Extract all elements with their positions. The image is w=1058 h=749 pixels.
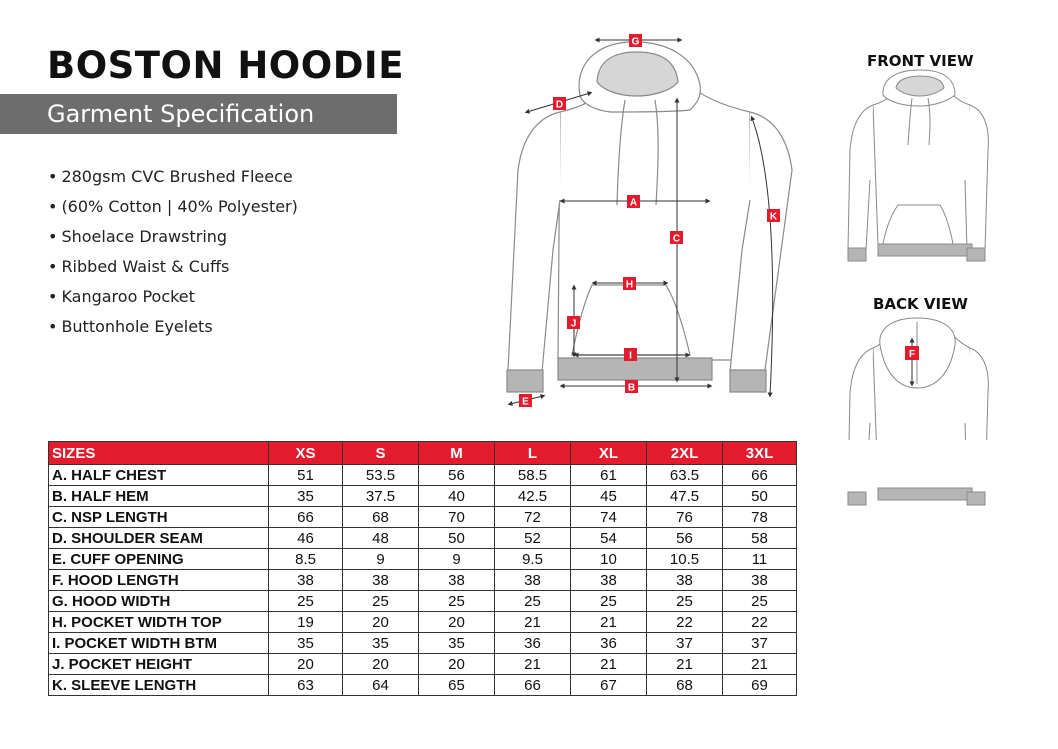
table-cell: 56 — [647, 528, 723, 549]
table-row — [49, 465, 797, 486]
table-cell: 22 — [647, 612, 723, 633]
table-cell: 68 — [647, 675, 723, 696]
table-cell: 50 — [723, 486, 797, 507]
table-cell: 37 — [723, 633, 797, 654]
table-cell: 61 — [571, 465, 647, 486]
table-cell: 20 — [419, 612, 495, 633]
row-label: J. POCKET HEIGHT — [49, 654, 269, 675]
table-row — [49, 633, 797, 654]
table-cell: 25 — [343, 591, 419, 612]
table-cell: 63.5 — [647, 465, 723, 486]
header-size: S — [343, 442, 419, 465]
table-cell: 56 — [419, 465, 495, 486]
table-cell: 35 — [269, 633, 343, 654]
table-cell: 76 — [647, 507, 723, 528]
front-view-label: FRONT VIEW — [867, 52, 974, 70]
table-cell: 46 — [269, 528, 343, 549]
table-cell: 58.5 — [495, 465, 571, 486]
table-cell: 21 — [723, 654, 797, 675]
bullet-icon: • — [48, 197, 58, 216]
table-row — [49, 507, 797, 528]
row-label: G. HOOD WIDTH — [49, 591, 269, 612]
header-size: XL — [571, 442, 647, 465]
svg-text:F: F — [908, 349, 916, 360]
table-row — [49, 570, 797, 591]
table-row — [49, 654, 797, 675]
table-cell: 78 — [723, 507, 797, 528]
table-cell: 20 — [419, 654, 495, 675]
table-row — [49, 549, 797, 570]
row-label: A. HALF CHEST — [49, 465, 269, 486]
table-cell: 9.5 — [495, 549, 571, 570]
table-cell: 20 — [343, 654, 419, 675]
table-cell: 52 — [495, 528, 571, 549]
table-cell: 38 — [495, 570, 571, 591]
row-label: B. HALF HEM — [49, 486, 269, 507]
back-view-drawing — [848, 318, 988, 440]
row-label: K. SLEEVE LENGTH — [49, 675, 269, 696]
table-cell: 64 — [343, 675, 419, 696]
table-cell: 72 — [495, 507, 571, 528]
table-cell: 38 — [269, 570, 343, 591]
svg-text:K: K — [769, 211, 778, 223]
table-cell: 21 — [495, 654, 571, 675]
bullet-icon: • — [48, 257, 58, 276]
table-cell: 21 — [571, 612, 647, 633]
marker-j — [567, 316, 580, 330]
header-size: L — [495, 442, 571, 465]
svg-text:D: D — [555, 99, 564, 111]
table-header-row — [49, 442, 797, 465]
svg-text:B: B — [627, 382, 636, 394]
table-cell: 25 — [723, 591, 797, 612]
svg-text:G: G — [631, 36, 640, 48]
feature-text: Ribbed Waist & Cuffs — [61, 257, 230, 276]
table-cell: 37.5 — [343, 486, 419, 507]
marker-c — [670, 231, 683, 245]
table-cell: 74 — [571, 507, 647, 528]
feature-text: Kangaroo Pocket — [61, 287, 195, 306]
row-label: C. NSP LENGTH — [49, 507, 269, 528]
table-row — [49, 528, 797, 549]
table-row — [49, 612, 797, 633]
front-view-drawing — [848, 70, 988, 261]
table-cell: 38 — [723, 570, 797, 591]
svg-text:A: A — [629, 197, 638, 209]
bullet-icon: • — [48, 227, 58, 246]
table-cell: 20 — [269, 654, 343, 675]
table-row — [49, 591, 797, 612]
table-cell: 20 — [343, 612, 419, 633]
table-cell: 9 — [419, 549, 495, 570]
table-cell: 8.5 — [269, 549, 343, 570]
table-cell: 70 — [419, 507, 495, 528]
table-cell: 65 — [419, 675, 495, 696]
table-cell: 37 — [647, 633, 723, 654]
svg-text:I: I — [629, 350, 632, 362]
svg-text:C: C — [672, 233, 681, 245]
bullet-icon: • — [48, 167, 58, 186]
marker-e — [519, 394, 532, 408]
table-cell: 21 — [495, 612, 571, 633]
table-cell: 42.5 — [495, 486, 571, 507]
header-size: XS — [269, 442, 343, 465]
table-cell: 66 — [723, 465, 797, 486]
table-cell: 54 — [571, 528, 647, 549]
table-cell: 69 — [723, 675, 797, 696]
marker-k — [767, 209, 780, 223]
table-cell: 67 — [571, 675, 647, 696]
svg-text:E: E — [522, 396, 529, 408]
table-cell: 51 — [269, 465, 343, 486]
page-subtitle: Garment Specification — [47, 100, 315, 128]
table-cell: 38 — [419, 570, 495, 591]
table-cell: 68 — [343, 507, 419, 528]
feature-text: Shoelace Drawstring — [61, 227, 228, 246]
table-cell: 25 — [269, 591, 343, 612]
table-row — [49, 675, 797, 696]
row-label: I. POCKET WIDTH BTM — [49, 633, 269, 654]
feature-text: 280gsm CVC Brushed Fleece — [61, 167, 293, 186]
marker-f — [905, 346, 919, 360]
table-cell: 58 — [723, 528, 797, 549]
table-cell: 25 — [419, 591, 495, 612]
table-cell: 19 — [269, 612, 343, 633]
table-cell: 36 — [571, 633, 647, 654]
row-label: D. SHOULDER SEAM — [49, 528, 269, 549]
table-cell: 22 — [723, 612, 797, 633]
feature-text: (60% Cotton | 40% Polyester) — [61, 197, 298, 216]
table-cell: 66 — [269, 507, 343, 528]
header-size: M — [419, 442, 495, 465]
table-cell: 50 — [419, 528, 495, 549]
table-cell: 10 — [571, 549, 647, 570]
marker-i — [624, 348, 637, 362]
table-cell: 38 — [571, 570, 647, 591]
table-cell: 66 — [495, 675, 571, 696]
table-cell: 53.5 — [343, 465, 419, 486]
svg-text:H: H — [625, 279, 634, 291]
row-label: E. CUFF OPENING — [49, 549, 269, 570]
table-cell: 40 — [419, 486, 495, 507]
table-cell: 25 — [571, 591, 647, 612]
table-cell: 21 — [647, 654, 723, 675]
row-label: H. POCKET WIDTH TOP — [49, 612, 269, 633]
table-cell: 25 — [647, 591, 723, 612]
table-cell: 63 — [269, 675, 343, 696]
feature-text: Buttonhole Eyelets — [61, 317, 213, 336]
table-cell: 35 — [419, 633, 495, 654]
marker-h — [623, 277, 636, 291]
table-cell: 36 — [495, 633, 571, 654]
page-title: BOSTON HOODIE — [47, 44, 404, 87]
header-size: 2XL — [647, 442, 723, 465]
table-cell: 38 — [343, 570, 419, 591]
marker-b — [625, 380, 638, 394]
marker-d — [553, 97, 566, 111]
table-cell: 48 — [343, 528, 419, 549]
row-label: F. HOOD LENGTH — [49, 570, 269, 591]
table-cell: 35 — [343, 633, 419, 654]
table-cell: 38 — [647, 570, 723, 591]
bullet-icon: • — [48, 287, 58, 306]
table-cell: 21 — [571, 654, 647, 675]
header-sizes: SIZES — [49, 442, 269, 465]
header-size: 3XL — [723, 442, 797, 465]
table-cell: 35 — [269, 486, 343, 507]
table-cell: 10.5 — [647, 549, 723, 570]
table-cell: 25 — [495, 591, 571, 612]
table-cell: 47.5 — [647, 486, 723, 507]
marker-a — [627, 195, 640, 209]
table-cell: 9 — [343, 549, 419, 570]
table-cell: 11 — [723, 549, 797, 570]
table-row — [49, 486, 797, 507]
table-cell: 45 — [571, 486, 647, 507]
main-hoodie-drawing — [507, 42, 792, 392]
back-view-label: BACK VIEW — [873, 295, 968, 313]
svg-text:J: J — [570, 318, 577, 330]
size-spec-table — [48, 441, 797, 696]
bullet-icon: • — [48, 317, 58, 336]
marker-g — [629, 34, 642, 48]
